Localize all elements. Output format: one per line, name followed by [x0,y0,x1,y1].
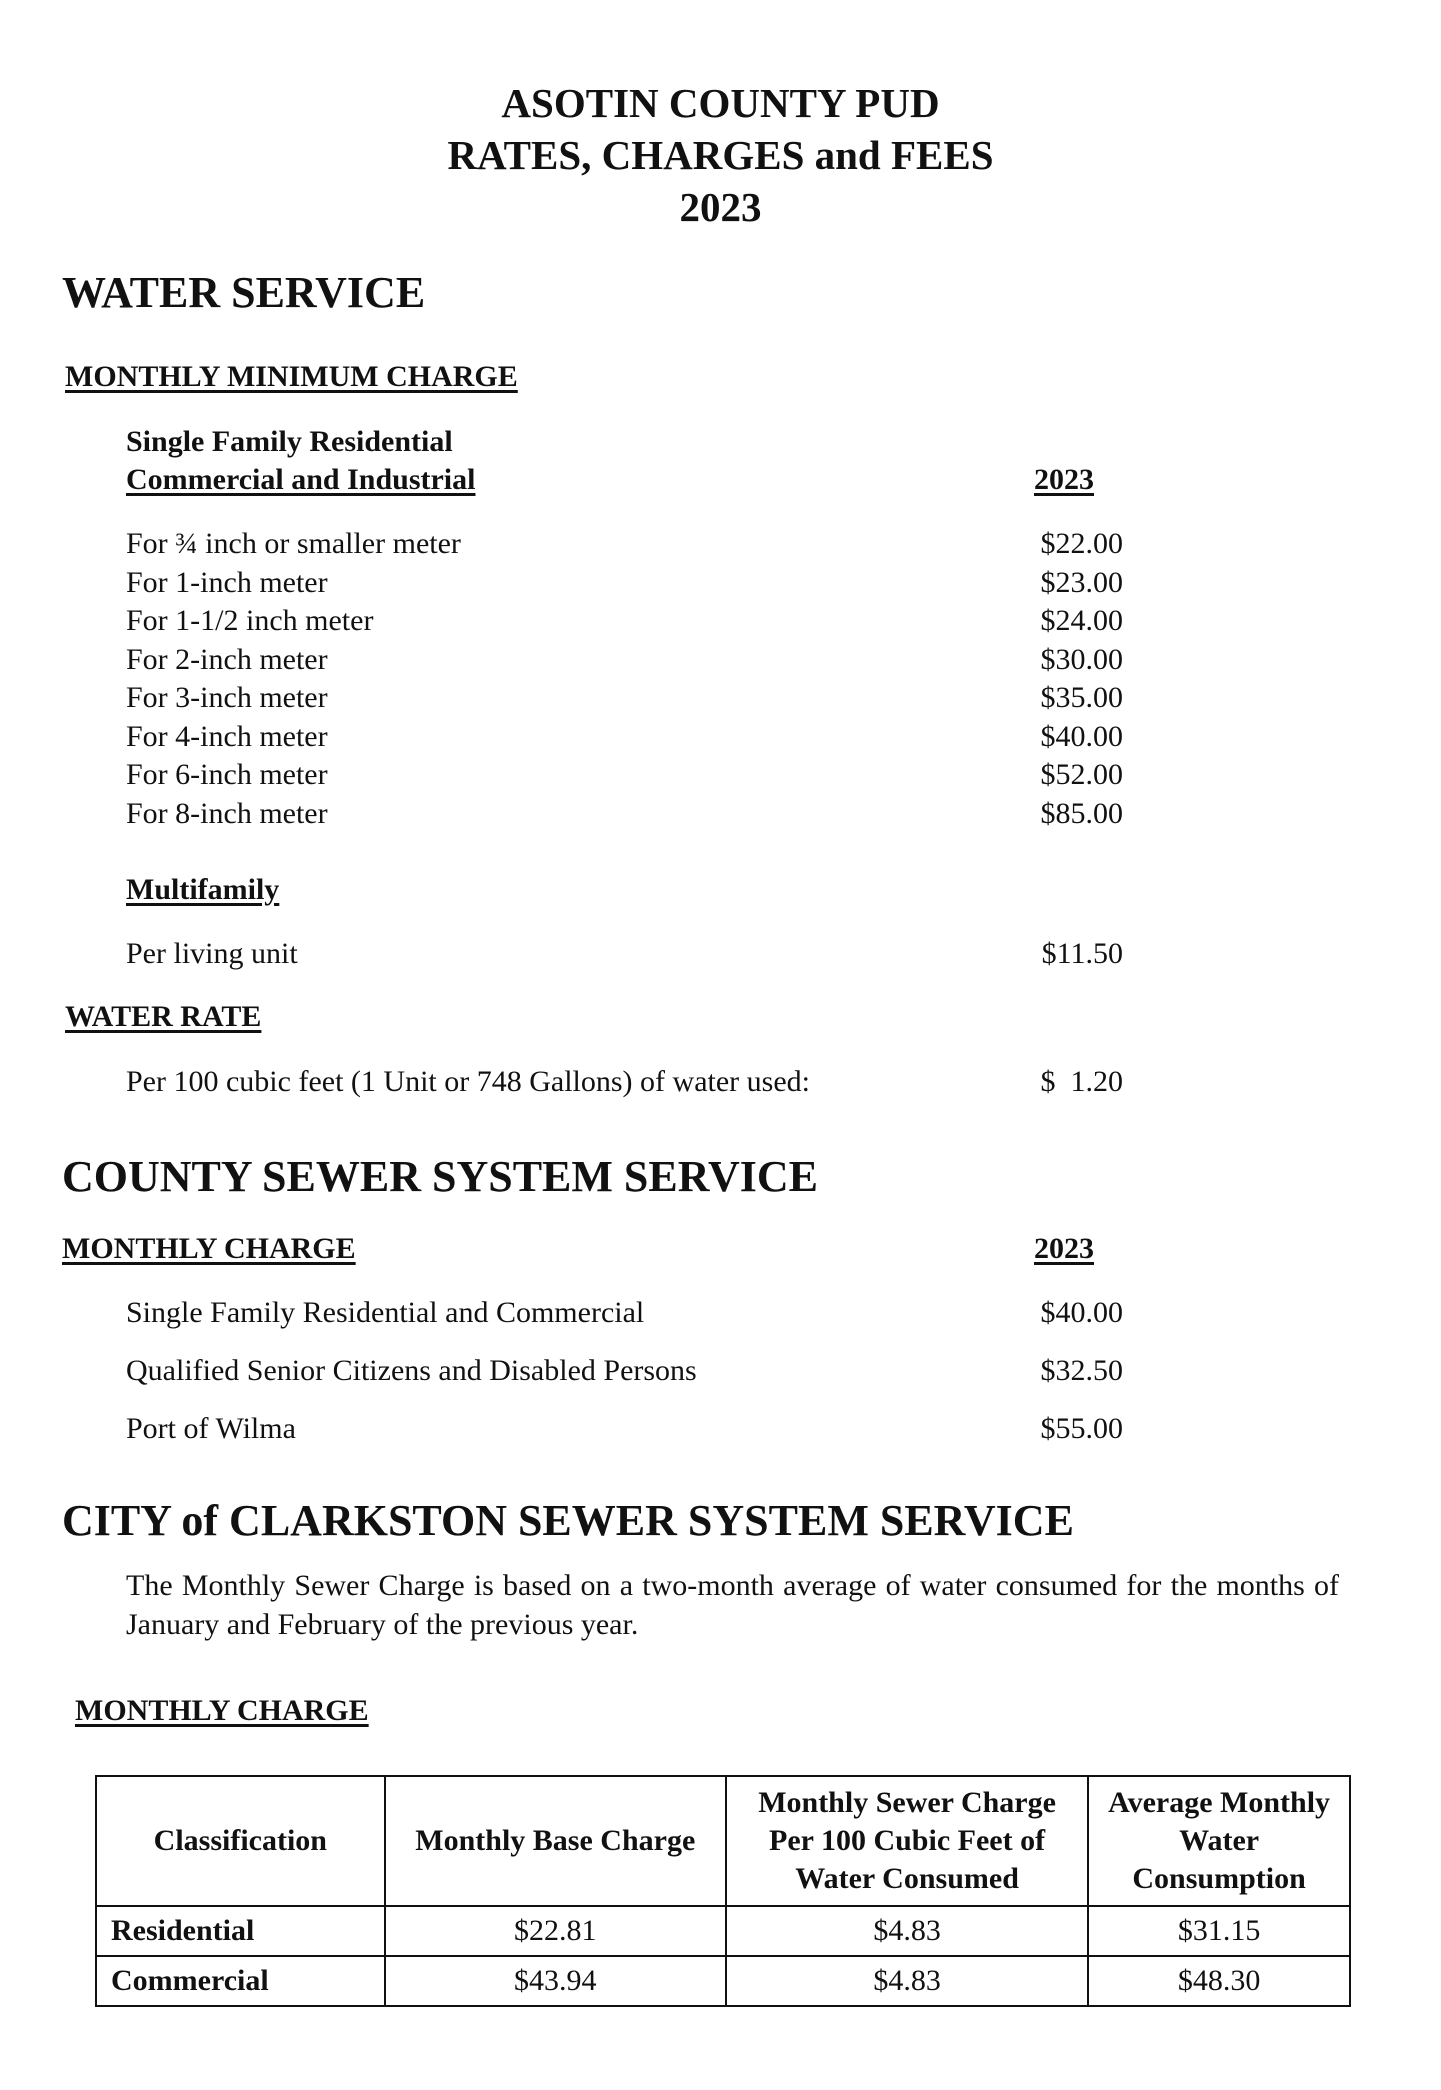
table-cell-classification: Commercial [96,1956,385,2006]
monthly-minimum-charge-heading: MONTHLY MINIMUM CHARGE [65,360,518,393]
county-year-column-header: 2023 [1034,1232,1094,1265]
rate-row-label: For 1-1/2 inch meter [126,604,374,637]
rate-row-label: Qualified Senior Citizens and Disabled Persons [126,1354,697,1387]
rate-row-value: $40.00 [1040,1296,1123,1329]
rate-row-label: For ¾ inch or smaller meter [126,527,461,560]
county-monthly-charge-heading: MONTHLY CHARGE [62,1232,356,1265]
rate-row-label: For 8-inch meter [126,796,328,830]
rate-row-label: For 2-inch meter [126,642,328,676]
table-cell-sewer-charge: $4.83 [726,1906,1088,1956]
rate-row-label: Port of Wilma [126,1412,296,1445]
rate-row-label: Single Family Residential and Commercial [126,1296,645,1329]
water-rate-heading: WATER RATE [65,1000,262,1033]
rate-row-value: $23.00 [1040,565,1123,599]
rate-row-label: For 1-inch meter [126,565,328,599]
table-cell-average-consumption: $31.15 [1088,1906,1350,1956]
table-cell-base-charge: $43.94 [385,1956,726,2006]
rate-row-value: $22.00 [1040,527,1123,560]
water-rate-value: $ 1.20 [1040,1065,1123,1098]
water-service-heading: WATER SERVICE [62,268,426,317]
document-year: 2023 [679,184,762,230]
rate-row-label: For 6-inch meter [126,758,328,791]
table-row [96,1906,1350,1956]
multifamily-value: $11.50 [1041,937,1123,970]
city-sewer-heading: CITY of CLARKSTON SEWER SYSTEM SERVICE [62,1496,1074,1545]
document-subtitle: RATES, CHARGES and FEES [447,132,994,178]
rate-row-value: $30.00 [1040,642,1123,676]
rate-row-value: $40.00 [1040,719,1123,753]
rate-row-value: $85.00 [1040,796,1123,830]
multifamily-heading: Multifamily [126,873,280,906]
column-header-classification: Classification [96,1776,385,1906]
rate-row-label: For 4-inch meter [126,719,328,753]
rate-row-value: $55.00 [1040,1412,1123,1445]
city-monthly-charge-heading: MONTHLY CHARGE [75,1694,369,1727]
rate-row-value: $35.00 [1040,681,1123,714]
rate-row-value: $24.00 [1040,604,1123,637]
document-title: ASOTIN COUNTY PUD [501,80,940,126]
commercial-industrial-label: Commercial and Industrial [126,463,476,496]
column-header-sewer-charge-per-100-cf: Monthly Sewer Charge Per 100 Cubic Feet of Water Consumed [726,1776,1088,1906]
column-header-average-water-consumption: Average Monthly Water Consumption [1088,1776,1350,1906]
rate-row-label: For 3-inch meter [126,681,328,714]
table-header-row [96,1776,1350,1906]
multifamily-label: Per living unit [126,937,298,970]
city-sewer-rate-table [95,1775,1351,2007]
city-sewer-description: The Monthly Sewer Charge is based on a two-month average of water consumed for the months of January and February of the previous year. [126,1569,1339,1641]
table-cell-average-consumption: $48.30 [1088,1956,1350,2006]
table-row [96,1956,1350,2006]
water-rate-label: Per 100 cubic feet (1 Unit or 748 Gallons) of water used: [126,1065,810,1098]
rate-row-value: $32.50 [1040,1354,1123,1387]
column-header-monthly-base-charge: Monthly Base Charge [385,1776,726,1906]
table-cell-base-charge: $22.81 [385,1906,726,1956]
table-cell-sewer-charge: $4.83 [726,1956,1088,2006]
table-cell-classification: Residential [96,1906,385,1956]
single-family-residential-label: Single Family Residential [126,425,453,458]
rate-row-value: $52.00 [1040,758,1123,791]
year-column-header: 2023 [1034,463,1094,496]
county-sewer-heading: COUNTY SEWER SYSTEM SERVICE [62,1152,818,1201]
